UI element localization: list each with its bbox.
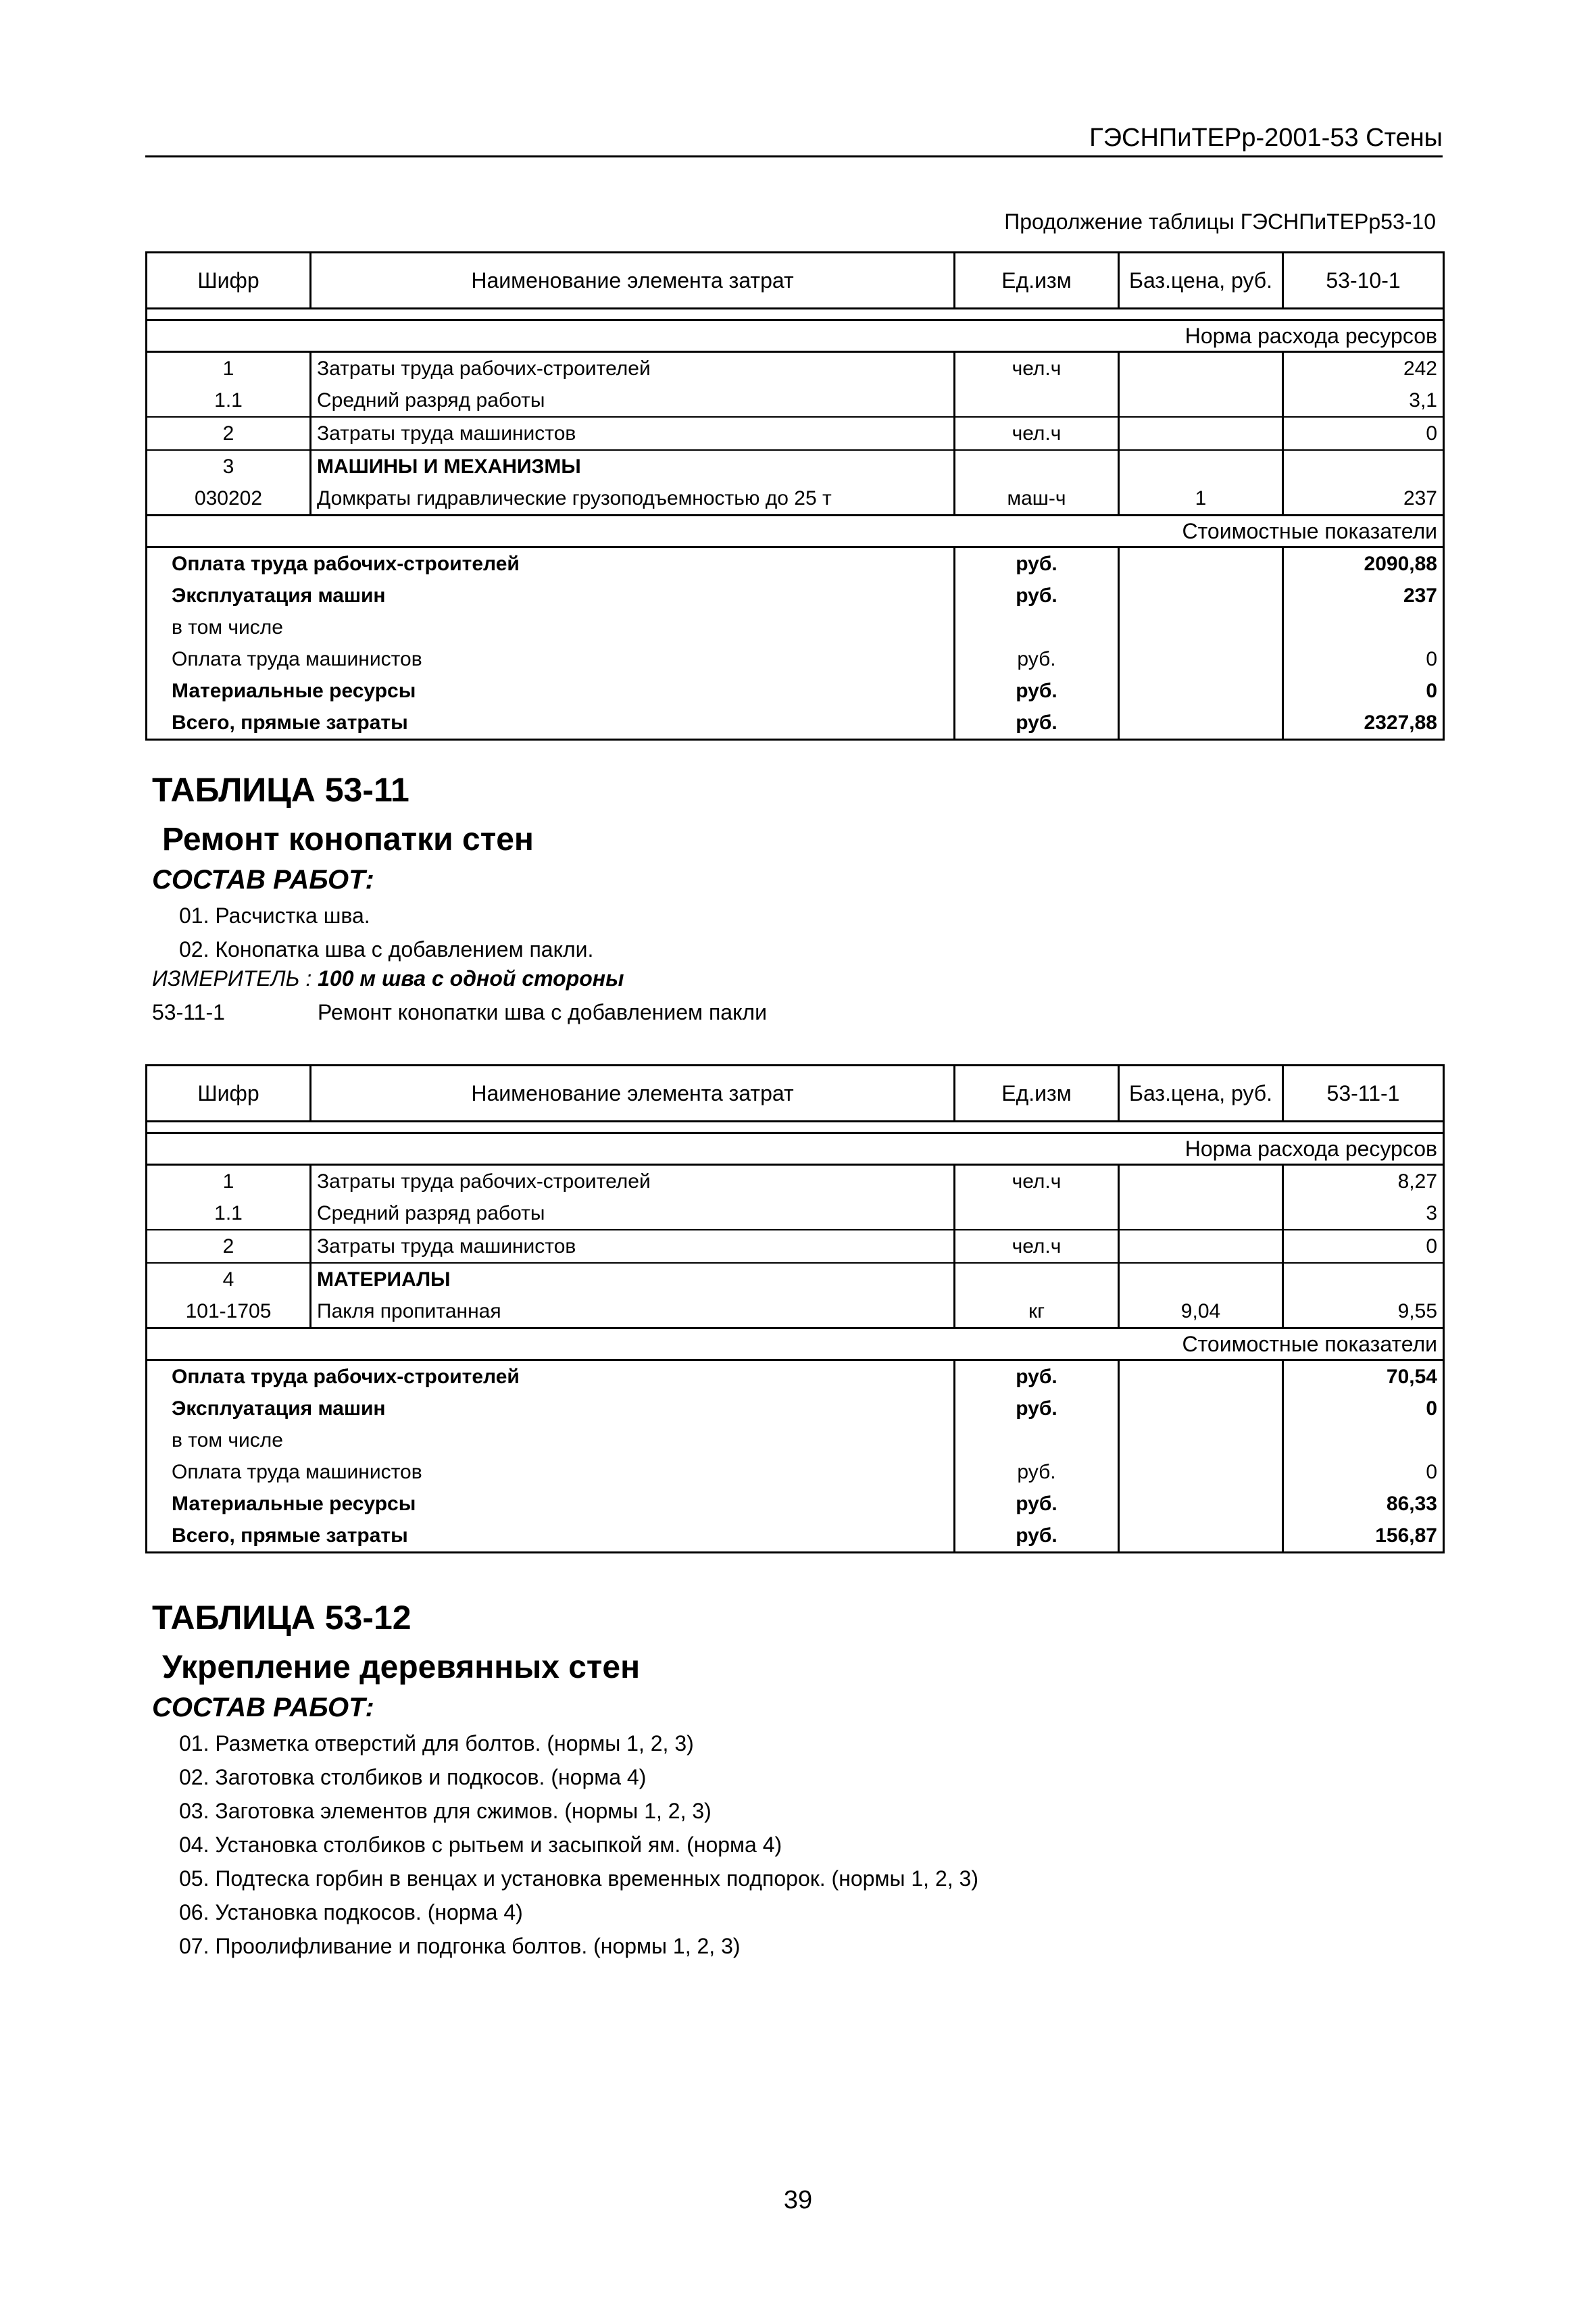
summary-row: Всего, прямые затраты руб. 2327,88 <box>147 707 1444 740</box>
work-list-53-12 <box>179 1726 978 1963</box>
table-header-row <box>147 1066 1444 1122</box>
band-resources: Норма расхода ресурсов <box>147 1133 1444 1165</box>
table-row: 1 Затраты труда рабочих-строителей чел.ч 242 <box>147 352 1444 385</box>
norm-code-name: Ремонт конопатки шва с добавлением пакли <box>318 1000 767 1024</box>
page-number: 39 <box>783 2186 813 2214</box>
table-row: 3 МАШИНЫ И МЕХАНИЗМЫ <box>147 450 1444 482</box>
summary-row: Оплата труда рабочих-строителей руб. 70,54 <box>147 1360 1444 1393</box>
summary-row: в том числе <box>147 612 1444 643</box>
measure-value: 100 м шва с одной стороны <box>318 966 624 991</box>
list-item: 07. Проолифливание и подгонка болтов. (нормы 1, 2, 3) <box>179 1934 741 1958</box>
header-norm: 53-10-1 <box>1283 253 1444 309</box>
section-title-53-12: ТАБЛИЦА 53-12 <box>152 1599 412 1637</box>
summary-row: Оплата труда машинистов руб. 0 <box>147 1456 1444 1488</box>
table-row: 4 МАТЕРИАЛЫ <box>147 1263 1444 1295</box>
table-row: 030202 Домкраты гидравлические грузоподъемностью до 25 т маш-ч 1 237 <box>147 482 1444 516</box>
header-name: Наименование элемента затрат <box>311 253 955 309</box>
page-header-title: ГЭСНПиТЕРр-2001-53 Стены <box>1089 124 1443 152</box>
list-item: 05. Подтеска горбин в венцах и установка временных подпорок. (нормы 1, 2, 3) <box>179 1866 978 1891</box>
table-row: 1.1 Средний разряд работы 3,1 <box>147 384 1444 417</box>
resource-table-53-10 <box>145 251 1445 741</box>
summary-row: Оплата труда машинистов руб. 0 <box>147 643 1444 675</box>
summary-row: Материальные ресурсы руб. 0 <box>147 675 1444 707</box>
table-row: 1 Затраты труда рабочих-строителей чел.ч 8,27 <box>147 1165 1444 1198</box>
table-row: 1.1 Средний разряд работы 3 <box>147 1197 1444 1230</box>
section-title-53-11: ТАБЛИЦА 53-11 <box>152 771 409 809</box>
summary-row: Эксплуатация машин руб. 0 <box>147 1393 1444 1424</box>
section-subtitle-53-11: Ремонт конопатки стен <box>162 822 534 857</box>
table-row: 2 Затраты труда машинистов чел.ч 0 <box>147 417 1444 450</box>
table-header-row <box>147 253 1444 309</box>
summary-row: Эксплуатация машин руб. 237 <box>147 580 1444 612</box>
header-price: Баз.цена, руб. <box>1119 1066 1283 1122</box>
header-name: Наименование элемента затрат <box>311 1066 955 1122</box>
header-code: Шифр <box>147 253 311 309</box>
norm-code: 53-11-1 <box>152 1000 225 1024</box>
list-item: 01. Разметка отверстий для болтов. (нормы 1, 2, 3) <box>179 1731 694 1756</box>
table-row: 2 Затраты труда машинистов чел.ч 0 <box>147 1230 1444 1263</box>
summary-row: Материальные ресурсы руб. 86,33 <box>147 1488 1444 1520</box>
list-item: 04. Установка столбиков с рытьем и засыпкой ям. (норма 4) <box>179 1833 782 1857</box>
list-item: 01. Расчистка шва. <box>179 903 370 928</box>
list-item: 03. Заготовка элементов для сжимов. (нормы 1, 2, 3) <box>179 1799 712 1823</box>
list-item: 02. Конопатка шва с добавлением пакли. <box>179 937 594 962</box>
header-price: Баз.цена, руб. <box>1119 253 1283 309</box>
work-composition-heading: СОСТАВ РАБОТ: <box>152 1693 374 1722</box>
band-costs: Стоимостные показатели <box>147 1328 1444 1360</box>
measure-label: ИЗМЕРИТЕЛЬ : <box>152 966 312 991</box>
page-header <box>145 120 1443 157</box>
summary-row: Оплата труда рабочих-строителей руб. 2090,88 <box>147 547 1444 580</box>
measure-line <box>152 966 624 991</box>
summary-row: Всего, прямые затраты руб. 156,87 <box>147 1520 1444 1553</box>
resource-table-53-11 <box>145 1064 1445 1553</box>
header-unit: Ед.изм <box>955 253 1119 309</box>
norm-code-line <box>152 1000 767 1025</box>
list-item: 06. Установка подкосов. (норма 4) <box>179 1900 523 1924</box>
section-subtitle-53-12: Укрепление деревянных стен <box>162 1649 641 1685</box>
list-item: 02. Заготовка столбиков и подкосов. (норма 4) <box>179 1765 647 1789</box>
band-resources: Норма расхода ресурсов <box>147 320 1444 352</box>
summary-row: в том числе <box>147 1424 1444 1456</box>
work-list-53-11 <box>179 899 593 966</box>
band-costs: Стоимостные показатели <box>147 516 1444 547</box>
header-unit: Ед.изм <box>955 1066 1119 1122</box>
header-norm: 53-11-1 <box>1283 1066 1444 1122</box>
table-row: 101-1705 Пакля пропитанная кг 9,04 9,55 <box>147 1295 1444 1328</box>
work-composition-heading: СОСТАВ РАБОТ: <box>152 865 374 895</box>
header-code: Шифр <box>147 1066 311 1122</box>
table-continuation-note: Продолжение таблицы ГЭСНПиТЕРр53-10 <box>1004 209 1436 234</box>
